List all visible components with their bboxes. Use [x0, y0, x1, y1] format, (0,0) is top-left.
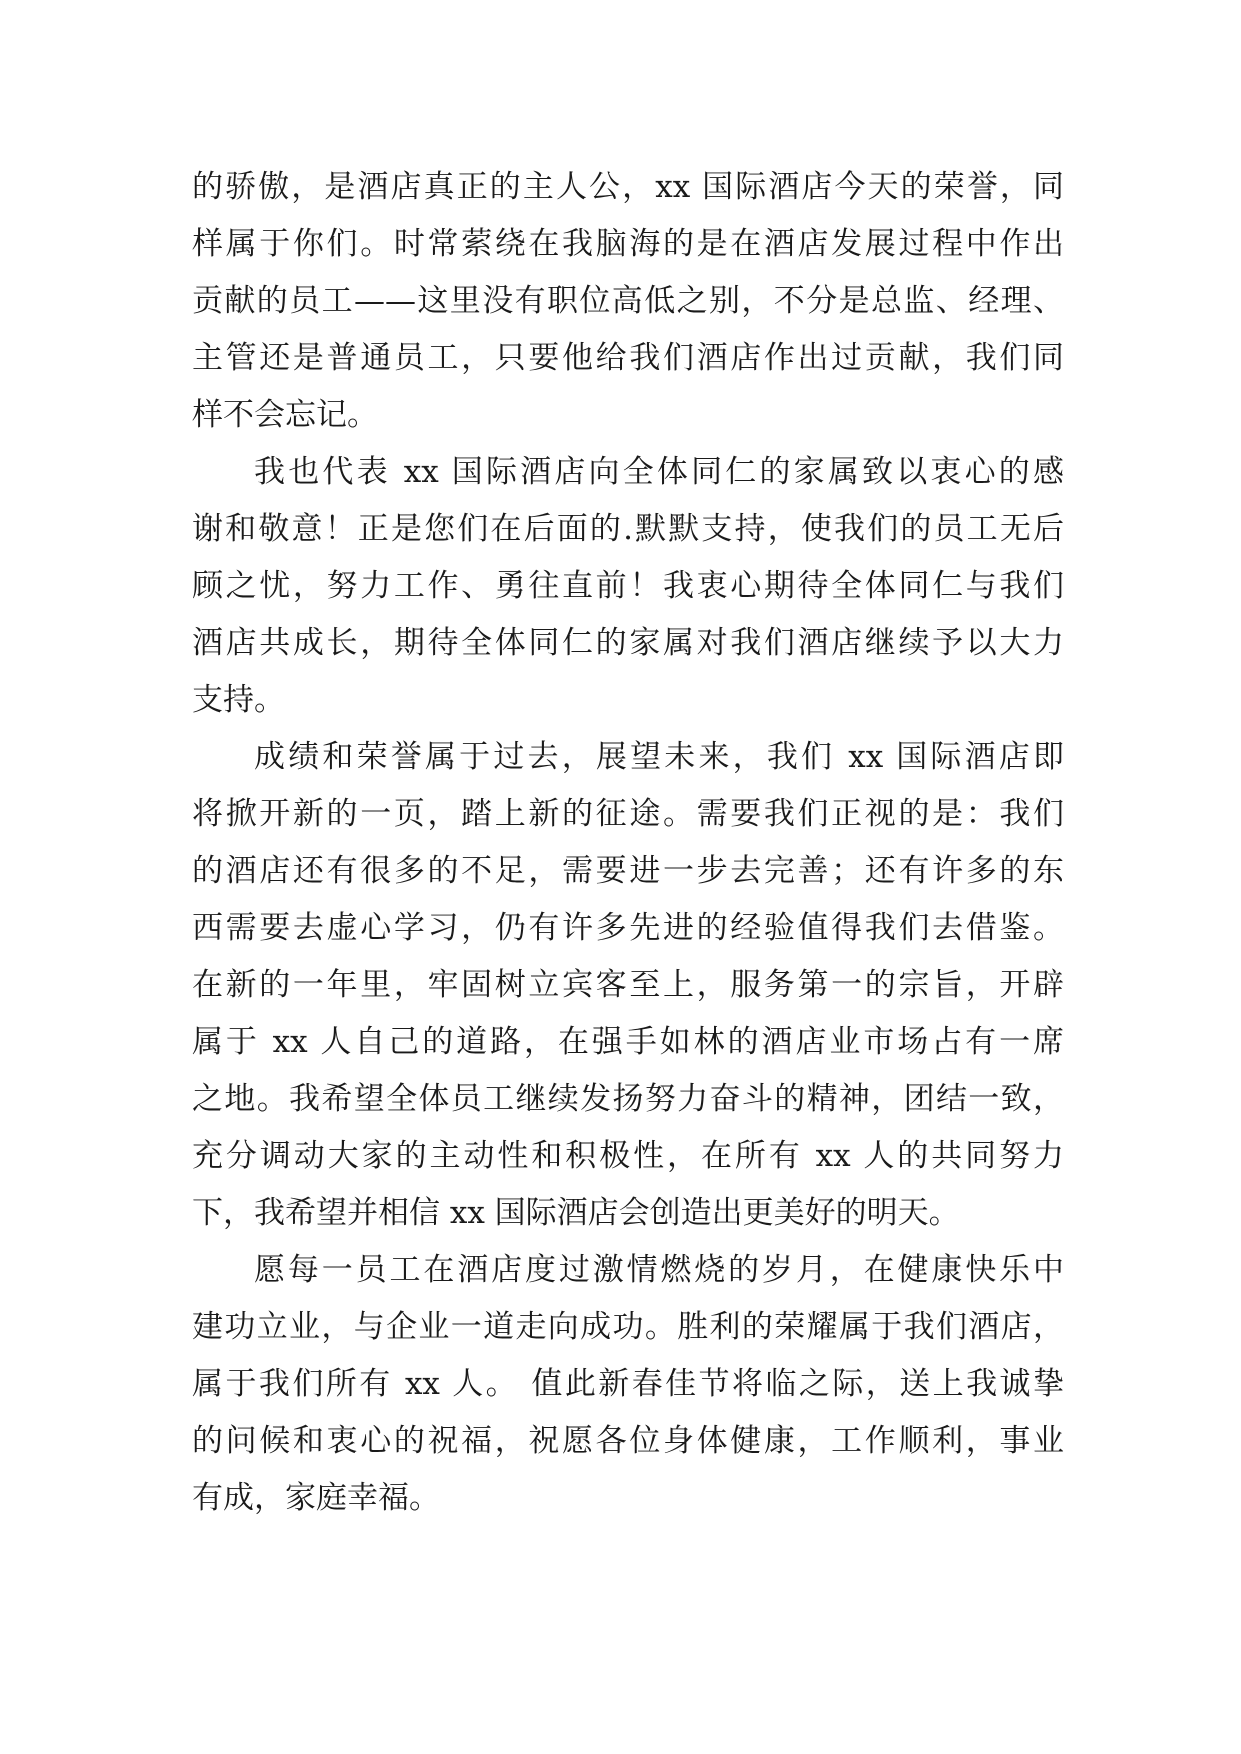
text-line: 之地。我希望全体员工继续发扬努力奋斗的精神，团结一致，: [192, 1081, 1064, 1117]
text-line: 顾之忧，努力工作、勇往直前！我衷心期待全体同仁与我们: [192, 568, 1064, 604]
text-line: 属于 xx 人自己的道路，在强手如林的酒店业市场占有一席: [192, 1024, 1064, 1060]
text-line: 酒店共成长，期待全体同仁的家属对我们酒店继续予以大力: [192, 625, 1064, 661]
text-line: 西需要去虚心学习，仍有许多先进的经验值得我们去借鉴。: [192, 910, 1064, 946]
text-line: 在新的一年里，牢固树立宾客至上，服务第一的宗旨，开辟: [192, 967, 1064, 1003]
text-line: 充分调动大家的主动性和积极性，在所有 xx 人的共同努力: [192, 1138, 1064, 1174]
text-line: 的问候和衷心的祝福，祝愿各位身体健康，工作顺利，事业: [192, 1423, 1064, 1459]
text-line: 将掀开新的一页，踏上新的征途。需要我们正视的是：我们: [192, 796, 1064, 832]
text-line: 愿每一员工在酒店度过激情燃烧的岁月，在健康快乐中: [254, 1252, 1064, 1288]
text-line: 的骄傲，是酒店真正的主人公，xx 国际酒店今天的荣誉，同: [192, 169, 1064, 205]
text-line: 我也代表 xx 国际酒店向全体同仁的家属致以衷心的感: [254, 454, 1064, 490]
text-line: 样属于你们。时常萦绕在我脑海的是在酒店发展过程中作出: [192, 226, 1064, 262]
text-line: 谢和敬意！正是您们在后面的.默默支持，使我们的员工无后: [192, 511, 1064, 547]
paragraph: [192, 444, 1064, 729]
text-line: 成绩和荣誉属于过去，展望未来，我们 xx 国际酒店即: [254, 739, 1064, 775]
text-line: 有成，家庭幸福。: [192, 1480, 440, 1516]
text-line: 下，我希望并相信 xx 国际酒店会创造出更美好的明天。: [192, 1195, 960, 1231]
paragraph: [192, 729, 1064, 1242]
text-line: 属于我们所有 xx 人。 值此新春佳节将临之际，送上我诚挚: [192, 1366, 1064, 1402]
text-line: 建功立业，与企业一道走向成功。胜利的荣耀属于我们酒店，: [192, 1309, 1064, 1345]
text-line: 的酒店还有很多的不足，需要进一步去完善；还有许多的东: [192, 853, 1064, 889]
paragraph: [192, 159, 1064, 444]
paragraph: [192, 1242, 1064, 1527]
document-body: [192, 159, 1064, 1527]
text-line: 贡献的员工——这里没有职位高低之别，不分是总监、经理、: [192, 283, 1064, 319]
text-line: 支持。: [192, 682, 285, 718]
text-line: 样不会忘记。: [192, 397, 378, 433]
text-line: 主管还是普通员工，只要他给我们酒店作出过贡献，我们同: [192, 340, 1064, 376]
